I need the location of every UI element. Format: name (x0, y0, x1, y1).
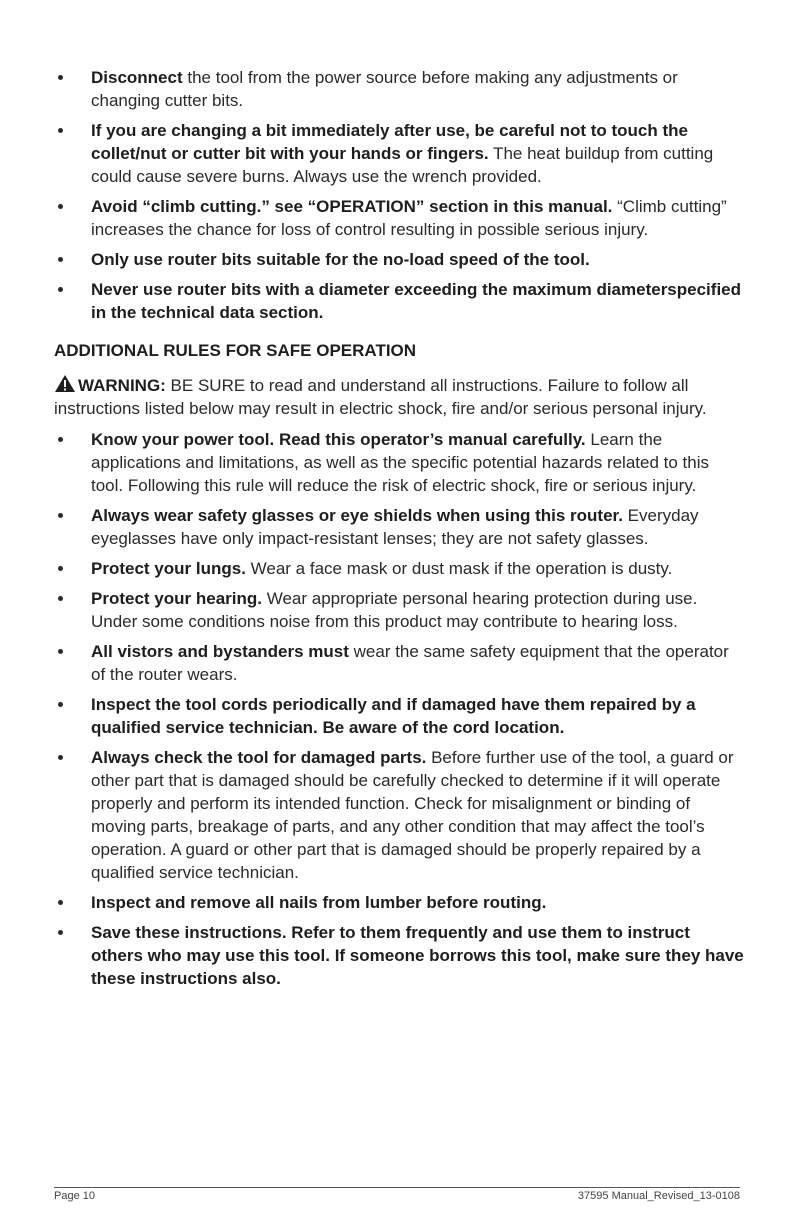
bullet-text: the tool from the power source before making any adjustments or changing cutter bits. (91, 68, 678, 110)
bullet-bold-text: Save these instructions. Refer to them frequently and use them to instruct others who may use this tool. If someone borrows this tool, make sure they have these instructions also. (91, 923, 744, 988)
bullet-bold-text: All vistors and bystanders must (91, 642, 349, 661)
section-heading: ADDITIONAL RULES FOR SAFE OPERATION (54, 341, 417, 360)
bullet-bold-text: Always wear safety glasses or eye shields when using this router. (91, 506, 623, 525)
bullet-icon (58, 755, 63, 760)
list-item (54, 66, 744, 112)
bullet-icon (58, 596, 63, 601)
bullet-bold-text: Only use router bits suitable for the no-load speed of the tool. (91, 250, 590, 269)
bullet-text: wear the same safety equipment that the operator of the router wears. (91, 642, 729, 684)
list-item (54, 587, 744, 633)
bullet-bold-text: Inspect and remove all nails from lumber before routing. (91, 893, 547, 912)
bullet-bold-text: Know your power tool. Read this operator’s manual carefully. (91, 430, 586, 449)
warning-label: WARNING: (78, 376, 166, 395)
list-item (54, 119, 744, 188)
bullet-bold-text: Avoid “climb cutting.” see “OPERATION” section in this manual. (91, 197, 613, 216)
bullet-icon (58, 566, 63, 571)
list-item (54, 640, 744, 686)
bullet-bold-text: Protect your lungs. (91, 559, 246, 578)
bullet-text: Before further use of the tool, a guard or other part that is damaged should be carefully checked to determine if it will operate properly and perform its intended function. Check for misalignment or binding of moving parts, breakage of parts, and any other condition that may affect the tool’s operation. A guard or other part that is damaged should be properly repaired by a qualified service technician. (91, 748, 734, 882)
bullet-icon (58, 437, 63, 442)
list-item (54, 195, 744, 241)
bullet-icon (58, 930, 63, 935)
warning-text: BE SURE to read and understand all instructions. Failure to follow all instructions listed below may result in electric shock, fire and/or serious personal injury. (54, 376, 707, 418)
page-content (54, 66, 744, 997)
bullet-text: “Climb cutting” increases the chance for loss of control resulting in possible serious injury. (91, 197, 727, 239)
bullet-bold-text: Disconnect (91, 68, 183, 87)
list-item (54, 248, 744, 271)
bullet-icon (58, 702, 63, 707)
bullet-icon (58, 75, 63, 80)
bullet-text: Wear a face mask or dust mask if the operation is dusty. (245, 559, 673, 578)
bullet-text: Wear appropriate personal hearing protection during use. Under some conditions noise from this product may contribute to hearing loss. (91, 589, 698, 631)
list-item (54, 921, 744, 990)
bullet-icon (58, 513, 63, 518)
page-footer (54, 1187, 740, 1202)
bullet-text: The heat buildup from cutting could cause severe burns. Always use the wrench provided. (91, 144, 714, 186)
warning-paragraph (54, 374, 744, 420)
bullet-icon (58, 128, 63, 133)
list-item (54, 278, 744, 324)
list-item (54, 557, 744, 580)
bullet-icon (58, 649, 63, 654)
bullet-text: Everyday eyeglasses have only impact-resistant lenses; they are not safety glasses. (91, 506, 699, 548)
bullet-bold-text: Protect your hearing. (91, 589, 262, 608)
bullet-bold-text: Always check the tool for damaged parts. (91, 748, 427, 767)
bullet-icon (58, 257, 63, 262)
footer-page-number: Page 10 (54, 1190, 95, 1202)
list-item (54, 693, 744, 739)
bullet-icon (58, 900, 63, 905)
list-item (54, 746, 744, 884)
bullet-bold-text: If you are changing a bit immediately after use, be careful not to touch the collet/nut or cutter bit with your hands or fingers. (91, 121, 688, 163)
list-item (54, 428, 744, 497)
bullet-icon (58, 287, 63, 292)
footer-document-id: 37595 Manual_Revised_13-0108 (577, 1190, 740, 1202)
bullet-text: Learn the applications and limitations, as well as the specific potential hazards related to this tool. Following this rule will reduce the risk of electric shock, fire or serious injury. (91, 430, 710, 495)
bottom-bullet-list (54, 428, 744, 990)
bullet-bold-text: Never use router bits with a diameter exceeding the maximum diameterspecified in the technical data section. (91, 280, 742, 322)
warning-triangle-icon (54, 374, 76, 393)
bullet-bold-text: Inspect the tool cords periodically and if damaged have them repaired by a qualified service technician. Be aware of the cord location. (91, 695, 696, 737)
list-item (54, 891, 744, 914)
bullet-icon (58, 204, 63, 209)
top-bullet-list (54, 66, 744, 324)
list-item (54, 504, 744, 550)
